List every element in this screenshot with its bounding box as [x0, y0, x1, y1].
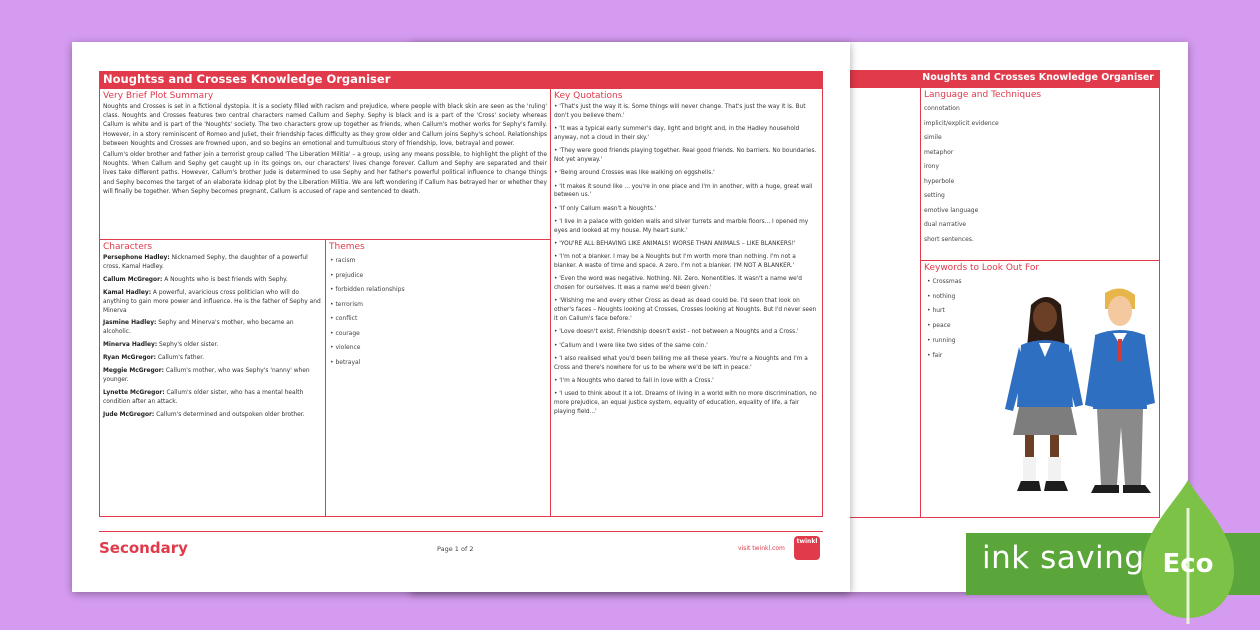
theme-item: • violence	[330, 344, 361, 351]
character-description: A Noughts who is best friends with Sephy.	[162, 276, 288, 283]
boy-figure	[1085, 288, 1155, 493]
quotation-item: • 'YOU'RE ALL BEHAVING LIKE ANIMALS! WORSE THAN ANIMALS – LIKE BLANKERS!'	[554, 240, 796, 247]
characters-list	[100, 254, 325, 420]
theme-item: • prejudice	[330, 271, 364, 279]
keywords-heading: Keywords to Look Out For	[924, 263, 1040, 273]
plot-paragraph-2: Callum's older brother and father join a terrorist group called 'The Liberation Militia' – a group, using any means possible, to highlight the plight of the Noughts. When Callum and Sephy get caught up in its goings on, our characters' lives change forever. Callum and Sephy are separated and their lives take different paths. However, Callum's brother Jude is determined to use Sephy and her father's powerful political influence to change things and Sephy becomes the target of an elaborate kidnap plot by the Liberation Militia. We are left wondering if Callum has betrayed her or whether they will finally be together. When Sephy becomes pregnant, Callum is accused of rape and sentenced to death.	[103, 152, 547, 195]
quotation-item: • 'Callum and I were like two sides of the same coin.'	[554, 342, 708, 349]
character-name: Meggie McGregor:	[103, 368, 164, 375]
theme-item: • terrorism	[330, 300, 363, 308]
quotation-item: • 'It makes it sound like ... you're in one place and I'm in another, with a huge, great wall between us.'	[554, 183, 813, 199]
quotation-item: • 'Even the word was negative. Nothing. Nil. Zero. Nonentities. It wasn't a name we'd chosen for ourselves. It was a name we'd been given.'	[554, 276, 802, 292]
techniques-heading: Language and Techniques	[924, 90, 1042, 100]
quotation-item: • 'That's just the way it is. Some things will never change. That's just the way it is. But don't you believe them.'	[554, 104, 806, 119]
technique-item: irony	[924, 163, 940, 170]
technique-item: hyperbole	[924, 177, 955, 185]
keyword-item: • peace	[927, 322, 951, 330]
character-description: Sephy's older sister.	[157, 342, 219, 349]
technique-item: metaphor	[924, 148, 954, 156]
ink-saving-text: ink saving	[982, 540, 1145, 576]
page-one-sheet	[72, 42, 850, 592]
techniques-list	[921, 102, 1159, 247]
quotation-item: • 'If only Callum wasn't a Noughts.'	[554, 205, 657, 212]
technique-item: simile	[924, 134, 942, 141]
quotation-item: • 'I used to think about it a lot. Dreams of living in a world with no more discrimination, no more prejudice, an equal justice system, equality of education, equality of life, a fair playing field...'	[554, 391, 817, 415]
quotation-item: • 'Love doesn't exist. Friendship doesn't exist - not between a Noughts and a Cross.'	[554, 329, 799, 336]
quotation-item: • 'I'm a Noughts who dared to fall in love with a Cross.'	[554, 377, 714, 384]
character-description: Callum's older sister, who has a mental health condition after an attack.	[103, 389, 304, 405]
character-description: Sephy and Minerva's mother, who became an alcoholic.	[103, 320, 294, 336]
quotations-heading: Key Quotations	[554, 91, 623, 101]
character-name: Lynette McGregor:	[103, 389, 165, 396]
plot-paragraph-1: Noughts and Crosses is set in a fictional dystopia. It is a society filled with racism and prejudice, where people with black skin are seen as the 'ruling' class. Noughts and Crosses features two central characters named Callum and Sephy. Sephy is black and is a part of the 'Cross' society whereas Callum is white and is part of the 'Noughts' society. The two characters grow up together as friends, when Callum's mother works for Sephy's family. However, in a story reminiscent of Romeo and Juliet, their friendship faces difficulty as they grow older and Callum joins Sephy's school. Relationships between Noughts and Crosses are frowned upon, and so begins an emotional and tumultuous story of friendship, love, betrayal and power.	[103, 104, 547, 147]
theme-item: • forbidden relationships	[330, 286, 405, 293]
keyword-item: • running	[927, 336, 956, 344]
quotation-item: • 'It was a typical early summer's day, light and bright and, in the Hadley household anyway, not a cloud in their sky.'	[554, 126, 800, 142]
character-description: A powerful, avaricious cross politician who will do anything to gain more power and influence. He is the father of Sephy and Minerva	[103, 289, 321, 314]
characters-heading: Characters	[103, 242, 153, 252]
themes-list	[326, 254, 550, 370]
eco-badge-text: Eco	[1162, 549, 1214, 579]
technique-item: short sentences.	[924, 235, 974, 243]
character-entry	[100, 289, 325, 316]
quotation-item: • 'They were good friends playing together. Real good friends. No barriers. No boundaries. Not yet anyway.'	[554, 148, 817, 164]
keyword-item: • hurt	[927, 307, 945, 315]
technique-item: setting	[924, 192, 945, 199]
technique-item: dual narrative	[924, 221, 967, 228]
eco-leaf-icon	[1138, 478, 1238, 626]
character-name: Ryan McGregor:	[103, 355, 156, 362]
character-entry	[100, 367, 325, 385]
keyword-item: • fair	[927, 351, 943, 359]
page-two-title: Noughts and Crosses Knowledge Organiser	[850, 70, 1160, 87]
character-entry	[100, 319, 325, 337]
girl-figure	[1005, 297, 1083, 491]
character-entry	[100, 411, 325, 420]
character-description: Callum's mother, who was Sephy's 'nanny' when younger.	[103, 368, 310, 383]
character-name: Jasmine Hadley:	[103, 320, 157, 327]
technique-item: connotation	[924, 105, 960, 112]
character-entry	[100, 389, 325, 407]
technique-item: emotive language	[924, 206, 979, 214]
characters-box	[99, 239, 326, 517]
plot-summary-heading: Very Brief Plot Summary	[103, 91, 214, 101]
twinkl-logo: twinkl	[794, 536, 820, 560]
theme-item: • conflict	[330, 315, 358, 322]
keyword-item: • nothing	[927, 292, 956, 300]
secondary-label: Secondary	[99, 539, 188, 557]
page-number: Page 1 of 2	[437, 545, 474, 553]
character-entry	[100, 276, 325, 285]
theme-item: • courage	[330, 329, 360, 337]
keyword-item: • Crossmas	[927, 278, 962, 285]
quotations-list	[551, 103, 822, 417]
theme-item: • racism	[330, 257, 356, 264]
character-name: Persephone Hadley:	[103, 255, 170, 261]
plot-summary-box	[99, 88, 551, 240]
character-name: Jude McGregor:	[103, 411, 155, 418]
character-entry	[100, 254, 325, 272]
character-description: Nicknamed Sephy, the daughter of a powerful cross, Kamal Hadley.	[103, 255, 308, 270]
quotation-item: • 'I'm not a blanker. I may be a Noughts but I'm worth more than nothing. I'm not a blanker. A waste of time and space. A zero. I'm not a blanker. I'M NOT A BLANKER.'	[554, 254, 796, 270]
character-entry	[100, 354, 325, 363]
technique-item: implicit/explicit evidence	[924, 119, 999, 127]
character-description: Callum's father.	[155, 355, 204, 362]
quotation-item: • 'Wishing me and every other Cross as dead as dead could be. I'd seen that look on other's faces – Noughts looking at Crosses, Crosses looking at Noughts. But I'd never seen it on Callum's face before.'	[554, 298, 817, 323]
character-entry	[100, 341, 325, 350]
quotation-item: • 'I also realised what you'd been telling me all these years. You're a Noughts and I'm a Cross and there's nowhere for us to be where we'd be left in peace.'	[554, 355, 808, 371]
themes-heading: Themes	[329, 242, 365, 252]
visit-twinkl-link[interactable]: visit twinkl.com	[738, 545, 785, 552]
character-name: Minerva Hadley:	[103, 342, 158, 349]
quotation-item: • 'I live in a palace with golden walls and silver turrets and marble floors... I opened my eyes and looked at my house. My heart sunk.'	[554, 218, 809, 234]
character-name: Kamal Hadley:	[103, 289, 152, 296]
character-description: Callum's determined and outspoken older brother.	[154, 411, 305, 418]
quotations-box	[550, 88, 823, 517]
character-name: Callum McGregor:	[103, 276, 163, 283]
themes-box	[325, 239, 551, 517]
techniques-box	[920, 87, 1160, 261]
page-one-title: Noughtss and Crosses Knowledge Organiser	[99, 71, 823, 88]
quotation-item: • 'Being around Crosses was like walking on eggshells.'	[554, 170, 715, 177]
theme-item: • betrayal	[330, 358, 361, 366]
footer-divider	[99, 531, 823, 532]
